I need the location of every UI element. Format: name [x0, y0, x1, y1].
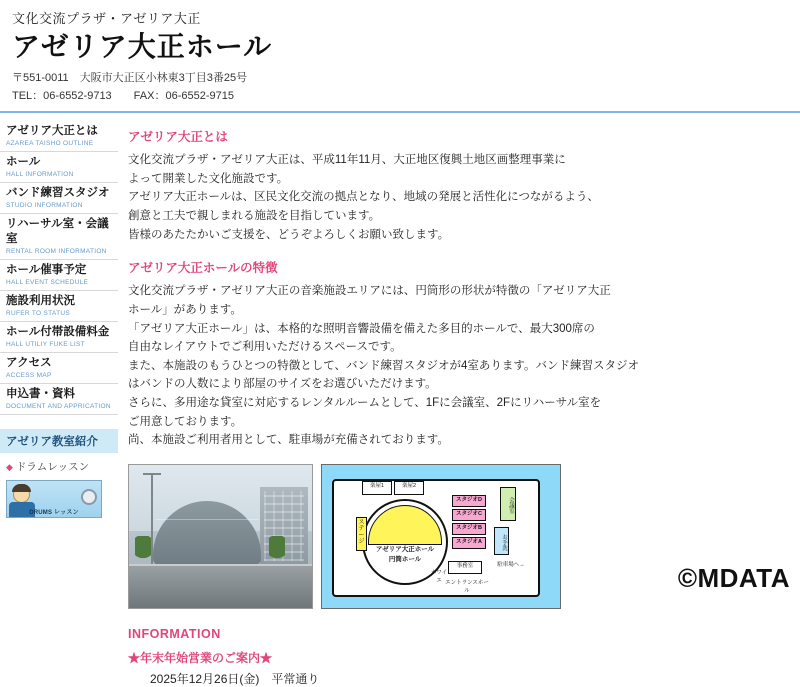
- outline-line-2: よって開業した文化施設です。: [128, 172, 289, 185]
- sidebar-item-label: アクセス: [6, 357, 52, 370]
- photo-dome-band: [155, 519, 259, 520]
- sidebar-item-sublabel: RENTAL ROOM INFORMATION: [6, 248, 107, 256]
- sidebar-item-label: 申込書・資料: [6, 388, 75, 401]
- floorplan-entrance-hall: エントランスホール: [445, 579, 489, 595]
- floorplan-hall-sub-text: 円筒ホール: [388, 555, 422, 563]
- sidebar-item-sublabel: RUFER TO STATUS: [6, 310, 70, 318]
- features2-line-4: ご用意しております。: [128, 415, 243, 428]
- features2-line-5: 尚、本施設ご利用者用として、駐車場が充備されております。: [128, 434, 449, 447]
- page-header: [0, 0, 800, 113]
- features2-line-1: また、本施設のもうひとつの特徴として、バンド練習スタジオが4室あります。バンド練習スタジオ: [128, 359, 640, 372]
- sidebar-item-sublabel: HALL EVENT SCHEDULE: [6, 279, 89, 287]
- features-line-3: 「アゼリア大正ホール」は、本格的な照明音響設備を備えた多目的ホールで、最大300席の: [128, 322, 595, 335]
- sidebar-item-facility-status[interactable]: [0, 291, 118, 322]
- drum-icon: [81, 489, 97, 505]
- outline-line-5: 皆様のあたたかいご支援を、どうぞよろしくお願い致します。: [128, 228, 450, 241]
- floorplan-studio-c: スタジオC: [452, 509, 486, 521]
- sidebar-item-sublabel: ACCESS MAP: [6, 372, 52, 380]
- features2-line-2: はバンドの人数により部屋のサイズをお選びいただけます。: [128, 378, 437, 391]
- photo-tree: [269, 536, 285, 566]
- sidebar-item-label: ホール付帯設備料金: [6, 326, 110, 339]
- sidebar-link-label: ドラムレッスン: [15, 461, 90, 474]
- floorplan-studio-d: スタジオD: [452, 495, 486, 507]
- features-line-1: 文化交流プラザ・アゼリア大正の音楽施設エリアには、円筒形の形状が特徴の「アゼリア大正: [128, 285, 611, 298]
- header-address: 〒551-0011 大阪市大正区小林東3丁目3番25号: [12, 72, 248, 84]
- sidebar-item-event-schedule[interactable]: [0, 260, 118, 291]
- sidebar-link-drum-lesson[interactable]: [0, 453, 118, 476]
- page-title: アゼリア大正ホール: [12, 31, 273, 62]
- sidebar-item-sublabel: AZAREA TAISHO OUTLINE: [6, 140, 94, 148]
- photo-street-lamp-arm: [143, 473, 161, 475]
- features-line-4: 自由なレイアウトでご利用いただけるスペースです。: [128, 341, 402, 354]
- sidebar-item-equipment-fee[interactable]: [0, 322, 118, 353]
- section-title-outline: アゼリア大正とは: [128, 130, 228, 145]
- floorplan-studio-a: スタジオA: [452, 537, 486, 549]
- floorplan-meeting-room: 会議室: [500, 487, 516, 521]
- outline-line-4: 創意と工夫で親しまれる施設を目指しています。: [128, 210, 381, 223]
- sidebar-section-heading: アゼリア教室紹介: [0, 429, 118, 453]
- sidebar-item-label: リハーサル室・会議室: [6, 218, 109, 246]
- sidebar-item-label: バンド練習スタジオ: [6, 187, 110, 200]
- building-exterior-photo: [128, 464, 313, 609]
- drum-lesson-banner[interactable]: [6, 480, 102, 518]
- features-line-2: ホール」があります。: [128, 303, 242, 316]
- sidebar-item-sublabel: STUDIO INFORMATION: [6, 202, 83, 210]
- bullet-icon: ◆: [6, 462, 13, 473]
- banner-label: DRUMS レッスン: [29, 510, 79, 517]
- photo-tree: [135, 536, 151, 566]
- sidebar-item-label: 施設利用状況: [6, 295, 75, 308]
- header-subtitle: 文化交流プラザ・アゼリア大正: [12, 11, 201, 26]
- outline-line-3: アゼリア大正ホールは、区民文化交流の拠点となり、地域の発展と活性化につながるよう、: [128, 191, 599, 204]
- sidebar-item-label: ホール: [6, 156, 41, 169]
- information-headline: ★年末年始営業のご案内★: [128, 650, 273, 665]
- sidebar: [0, 113, 118, 518]
- floorplan-office: 事務室: [448, 561, 482, 574]
- header-telephone: TEL：06-6552-9713 FAX：06-6552-9715: [12, 89, 234, 102]
- outline-line-1: 文化交流プラザ・アゼリア大正は、平成11年11月、大正地区復興土地区画整理事業に: [128, 154, 566, 167]
- features2-line-3: さらに、多用途な貸室に対応するレンタルルームとして、1Fに会議室、2Fにリハーサル室を: [128, 397, 602, 410]
- sidebar-item-outline[interactable]: [0, 121, 118, 152]
- main-content: [118, 113, 800, 687]
- floorplan-foyer: ホワイエ: [430, 569, 448, 585]
- sidebar-item-hall[interactable]: [0, 152, 118, 183]
- floorplan-hall-name: [366, 545, 444, 565]
- floorplan-hall-name-text: アゼリア大正ホール: [375, 545, 435, 553]
- floorplan-stage: ステージ: [356, 517, 367, 551]
- sidebar-item-access[interactable]: [0, 353, 118, 384]
- information-line-1: 2025年12月26日(金) 平常通り: [150, 671, 320, 686]
- sidebar-item-sublabel: DOCUMENT AND APPRICATION: [6, 403, 111, 411]
- floorplan-studio-b: スタジオB: [452, 523, 486, 535]
- sidebar-item-documents[interactable]: [0, 384, 118, 415]
- sidebar-item-studio[interactable]: [0, 183, 118, 214]
- floorplan-dressing-room-2: 楽屋2: [394, 481, 424, 495]
- section-title-features: アゼリア大正ホールの特徴: [128, 261, 278, 276]
- sidebar-item-rental-room[interactable]: [0, 214, 118, 260]
- photo-road: [129, 566, 312, 608]
- sidebar-item-label: アゼリア大正とは: [6, 125, 98, 138]
- floorplan-dressing-room-1: 楽屋1: [362, 481, 392, 495]
- sidebar-item-label: ホール催事予定: [6, 264, 87, 277]
- information-title: INFORMATION: [128, 626, 221, 641]
- floorplan-parking-label: 駐車場へ→: [497, 561, 525, 568]
- sidebar-item-sublabel: HALL UTILIY FUKE LIST: [6, 341, 85, 349]
- floorplan-restroom: お手洗: [494, 527, 509, 555]
- sidebar-item-sublabel: HALL INFORMATION: [6, 171, 74, 179]
- person-hair-icon: [12, 484, 31, 492]
- watermark: ©MDATA: [677, 563, 790, 593]
- floor-plan-diagram: [321, 464, 561, 609]
